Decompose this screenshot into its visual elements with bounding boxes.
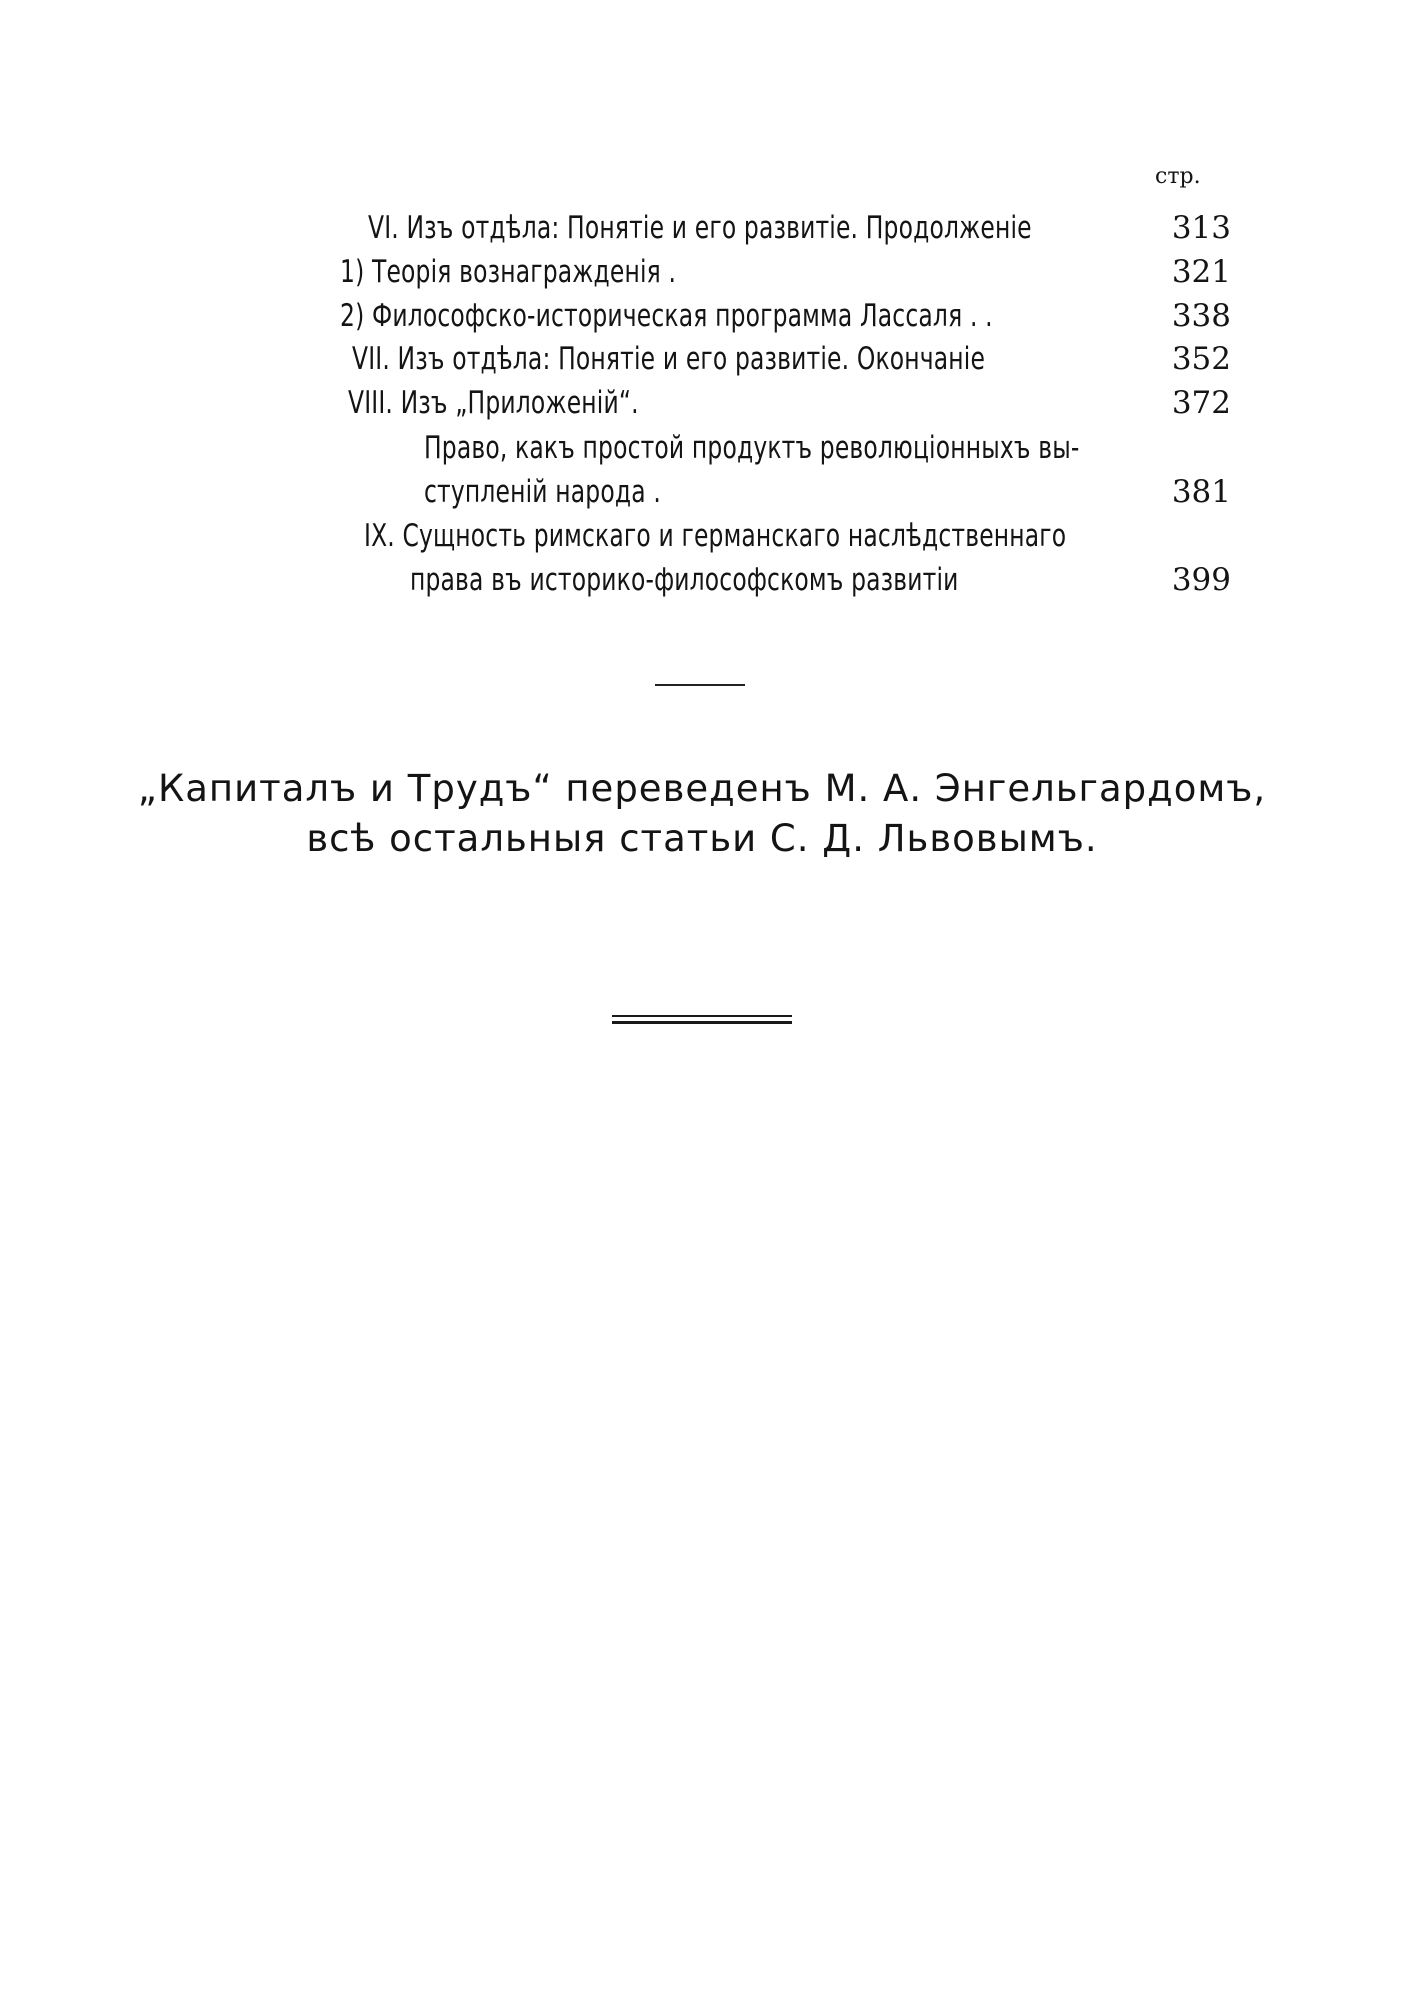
toc-entry-ix-line1: IX. Сущность римскаго и германскаго наслѣдственнаго [364,518,1067,554]
toc-entry-vi: VI. Изъ отдѣла: Понятіе и его развитіе. Продолженіе [368,210,1032,246]
toc-page-vi: 313 [1171,210,1231,246]
toc-page-vii: 352 [1171,341,1231,377]
toc-entry-viii-sub-line1: Право, какъ простой продуктъ революціонныхъ вы- [424,430,1080,466]
toc-page-viii-sub: 381 [1171,474,1231,510]
toc-page-2: 338 [1171,298,1231,334]
toc-entry-1: 1) Теорія вознагражденія . [340,254,677,290]
page-column-label: стр. [1155,164,1201,189]
toc-entry-viii-sub-line2: ступленій народа . [424,474,661,510]
translator-credit-line2: всѣ остальныя статьи С. Д. Львовымъ. [306,817,1098,860]
translator-credit-line1: „Капиталъ и Трудъ“ переведенъ М. А. Энгельгардомъ, [137,767,1267,810]
toc-entry-vii: VII. Изъ отдѣла: Понятіе и его развитіе. Окончаніе [352,341,986,377]
section-divider [655,684,745,686]
table-of-contents [0,0,1404,700]
toc-entry-ix-line2: права въ историко-философскомъ развитіи [410,562,959,598]
toc-entry-2: 2) Философско-историческая программа Лассаля . . [340,298,993,334]
toc-entry-viii: VIII. Изъ „Приложеній“. [348,385,639,421]
toc-page-viii: 372 [1171,385,1231,421]
toc-page-1: 321 [1171,254,1231,290]
toc-page-ix: 399 [1171,562,1231,598]
